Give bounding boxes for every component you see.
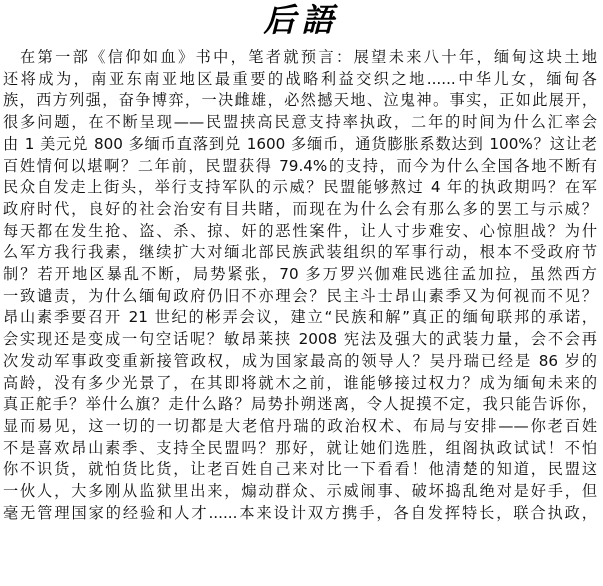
text-line-11: 制？若开地区暴乱不断，局势紧张，70 多万罗兴伽难民逃往孟加拉，虽然西方 [3,265,597,284]
text-line-18: 显而易见，这一切的一切都是大老倌丹瑞的政治权术、布局与安排——你老百姓 [3,416,597,435]
text-line-2: 还将成为，南亚东南亚地区最重要的战略利益交织之地......中华儿女，缅甸各 [3,69,597,88]
text-line-22: 毫无管理国家的经验和人才......本来设计双方携手，各自发挥特长，联合执政， [3,503,597,522]
text-line-14: 会实现还是变成一句空话呢？敏昂莱挟 2008 宪法及强大的武装力量，会不会再 [3,330,597,349]
text-line-19: 不是喜欢昂山素季、支持全民盟吗？那好，就让她们选胜，组阁执政试试！不怕 [3,438,597,457]
text-line-17: 真正舵手？举什么旗？走什么路？局势扑朔迷离，令人捉摸不定，我只能告诉你， [3,395,597,414]
text-line-5: 由 1 美元兑 800 多缅币直落到兑 1600 多缅币，通货膨胀系数达到 100%？这让老 [3,134,597,153]
text-line-12: 一致谴责，为什么缅甸政府仍旧不亦理会？民主斗士昂山素季又为何视而不见？ [3,286,597,305]
document-body [0,47,603,524]
text-line-21: 一伙人，大多刚从监狱里出来，煽动群众、示威闹事、破坏捣乱绝对是好手，但 [3,482,597,501]
page-title: 后語 [263,1,340,39]
text-line-7: 民众自发走上街头，举行支持军队的示威？民盟能够熬过 4 年的执政期吗？在军 [3,178,597,197]
text-line-9: 每天都在发生抢、盗、杀、掠、奸的恶性案件，让人寸步难安、心惊胆战？为什 [3,221,597,240]
text-line-6: 百姓情何以堪啊？二年前，民盟获得 79.4%的支持，而今为什么全国各地不断有 [3,156,597,175]
text-line-15: 次发动军事政变重新接管政权，成为国家最高的领导人？吴丹瑞已经是 86 岁的 [3,351,597,370]
text-line-13: 昂山素季要召开 21 世纪的彬弄会议，建立“民族和解”真正的缅甸联邦的承诺， [3,308,597,327]
text-line-16: 高龄，没有多少光景了，在其即将就木之前，谁能够接过权力？成为缅甸未来的 [3,373,597,392]
text-line-1: 在第一部《信仰如血》书中，笔者就预言：展望未来八十年，缅甸这块土地 [20,48,597,66]
text-line-20: 你不识货，就怕货比货，让老百姓自己来对比一下看看！他清楚的知道，民盟这 [3,460,597,479]
text-line-8: 政府时代，良好的社会治安有目共睹，而现在为什么会有那么多的罢工与示威？ [3,199,597,218]
text-line-4: 很多问题，在不断呈现——民盟挟高民意支持率执政，二年的时间为什么汇率会 [3,113,597,132]
text-line-3: 族，西方列强，奋争博弈，一决雌雄，必然撼天地、泣鬼神。事实，正如此展开， [3,91,597,110]
text-line-10: 么军方我行我素，继续扩大对缅北部民族武装组织的军事行动，根本不受政府节 [3,243,597,262]
